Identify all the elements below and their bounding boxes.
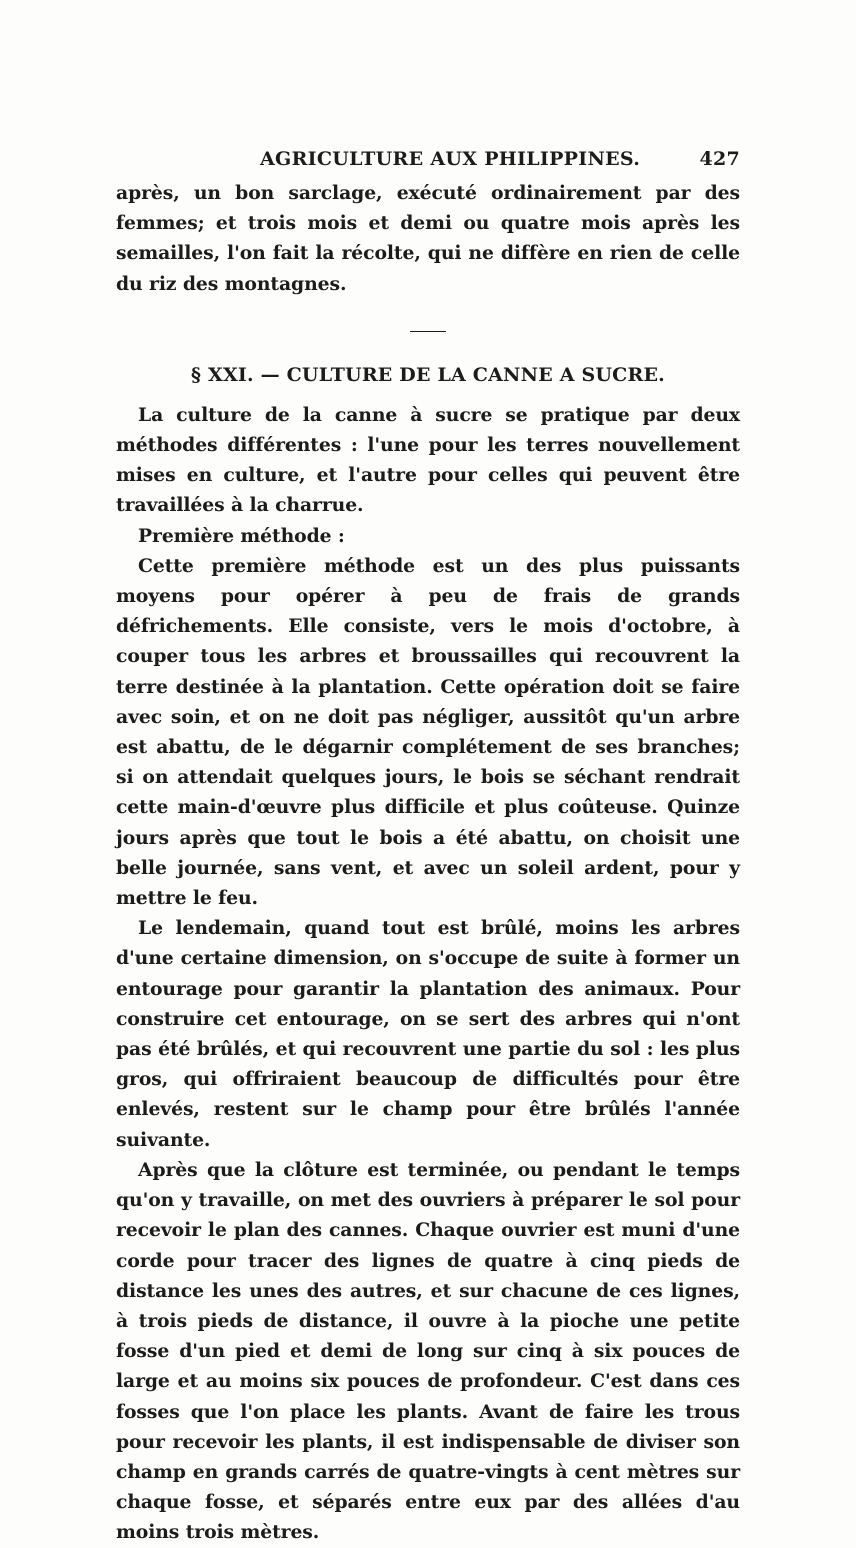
paragraph-planting: Après que la clôture est terminée, ou pendant le temps qu'on y travaille, on met des ouvriers à préparer le sol pour recevoir le plan des cannes. Chaque ouvrier est muni d'une corde pour tracer des lignes de quatre à cinq pieds de distance les unes des autres, et sur chacune de ces lignes, à trois pieds de distance, il ouvre à la pioche une petite fosse d'un pied et demi de long sur cinq à six pouces de large et au moins six pouces de profondeur. C'est dans ces fosses que l'on place les plants. Avant de faire les trous pour recevoir les plants, il est indispensable de diviser son champ en grands carrés de quatre-vingts à cent mètres sur chaque fosse, et séparés entre eux par des allées d'au moins trois mètres.: [116, 1158, 740, 1544]
paragraph-method-label: Première méthode :: [138, 524, 345, 547]
running-title: AGRICULTURE AUX PHILIPPINES.: [260, 148, 641, 170]
running-head: [116, 148, 740, 178]
continuation-paragraph: après, un bon sarclage, exécuté ordinairement par des femmes; et trois mois et demi ou quatre mois après les semailles, l'on fait la récolte, qui ne diffère en rien de celle du riz des montagnes.: [116, 182, 740, 295]
paragraph-intro: La culture de la canne à sucre se pratique par deux méthodes différentes : l'une pour les terres nouvellement mises en culture, et l'autre pour celles qui peuvent être travaillées à la charrue.: [116, 403, 740, 517]
paragraph-method-description: Cette première méthode est un des plus puissants moyens pour opérer à peu de frais de grands défrichements. Elle consiste, vers le mois d'octobre, à couper tous les arbres et broussailles qui recouvrent la terre destinée à la plantation. Cette opération doit se faire avec soin, et on ne doit pas négliger, aussitôt qu'un arbre est abattu, de le dégarnir complétement de ses branches; si on attendait quelques jours, le bois se séchant rendrait cette main-d'œuvre plus difficile et plus coûteuse. Quinze jours après que tout le bois a été abattu, on choisit une belle journée, sans vent, et avec un soleil ardent, pour y mettre le feu.: [116, 554, 740, 910]
page-number: 427: [699, 148, 740, 170]
section-heading: § XXI. — CULTURE DE LA CANNE A SUCRE.: [191, 363, 665, 386]
book-page: [116, 148, 740, 1548]
section-divider: [410, 331, 446, 332]
paragraph-enclosure: Le lendemain, quand tout est brûlé, moins les arbres d'une certaine dimension, on s'occupe de suite à former un entourage pour garantir la plantation des animaux. Pour construire cet entourage, on se sert des arbres qui n'ont pas été brûlés, et qui recouvrent une partie du sol : les plus gros, qui offriraient beaucoup de difficultés pour être enlevés, restent sur le champ pour être brûlés l'année suivante.: [116, 917, 740, 1151]
